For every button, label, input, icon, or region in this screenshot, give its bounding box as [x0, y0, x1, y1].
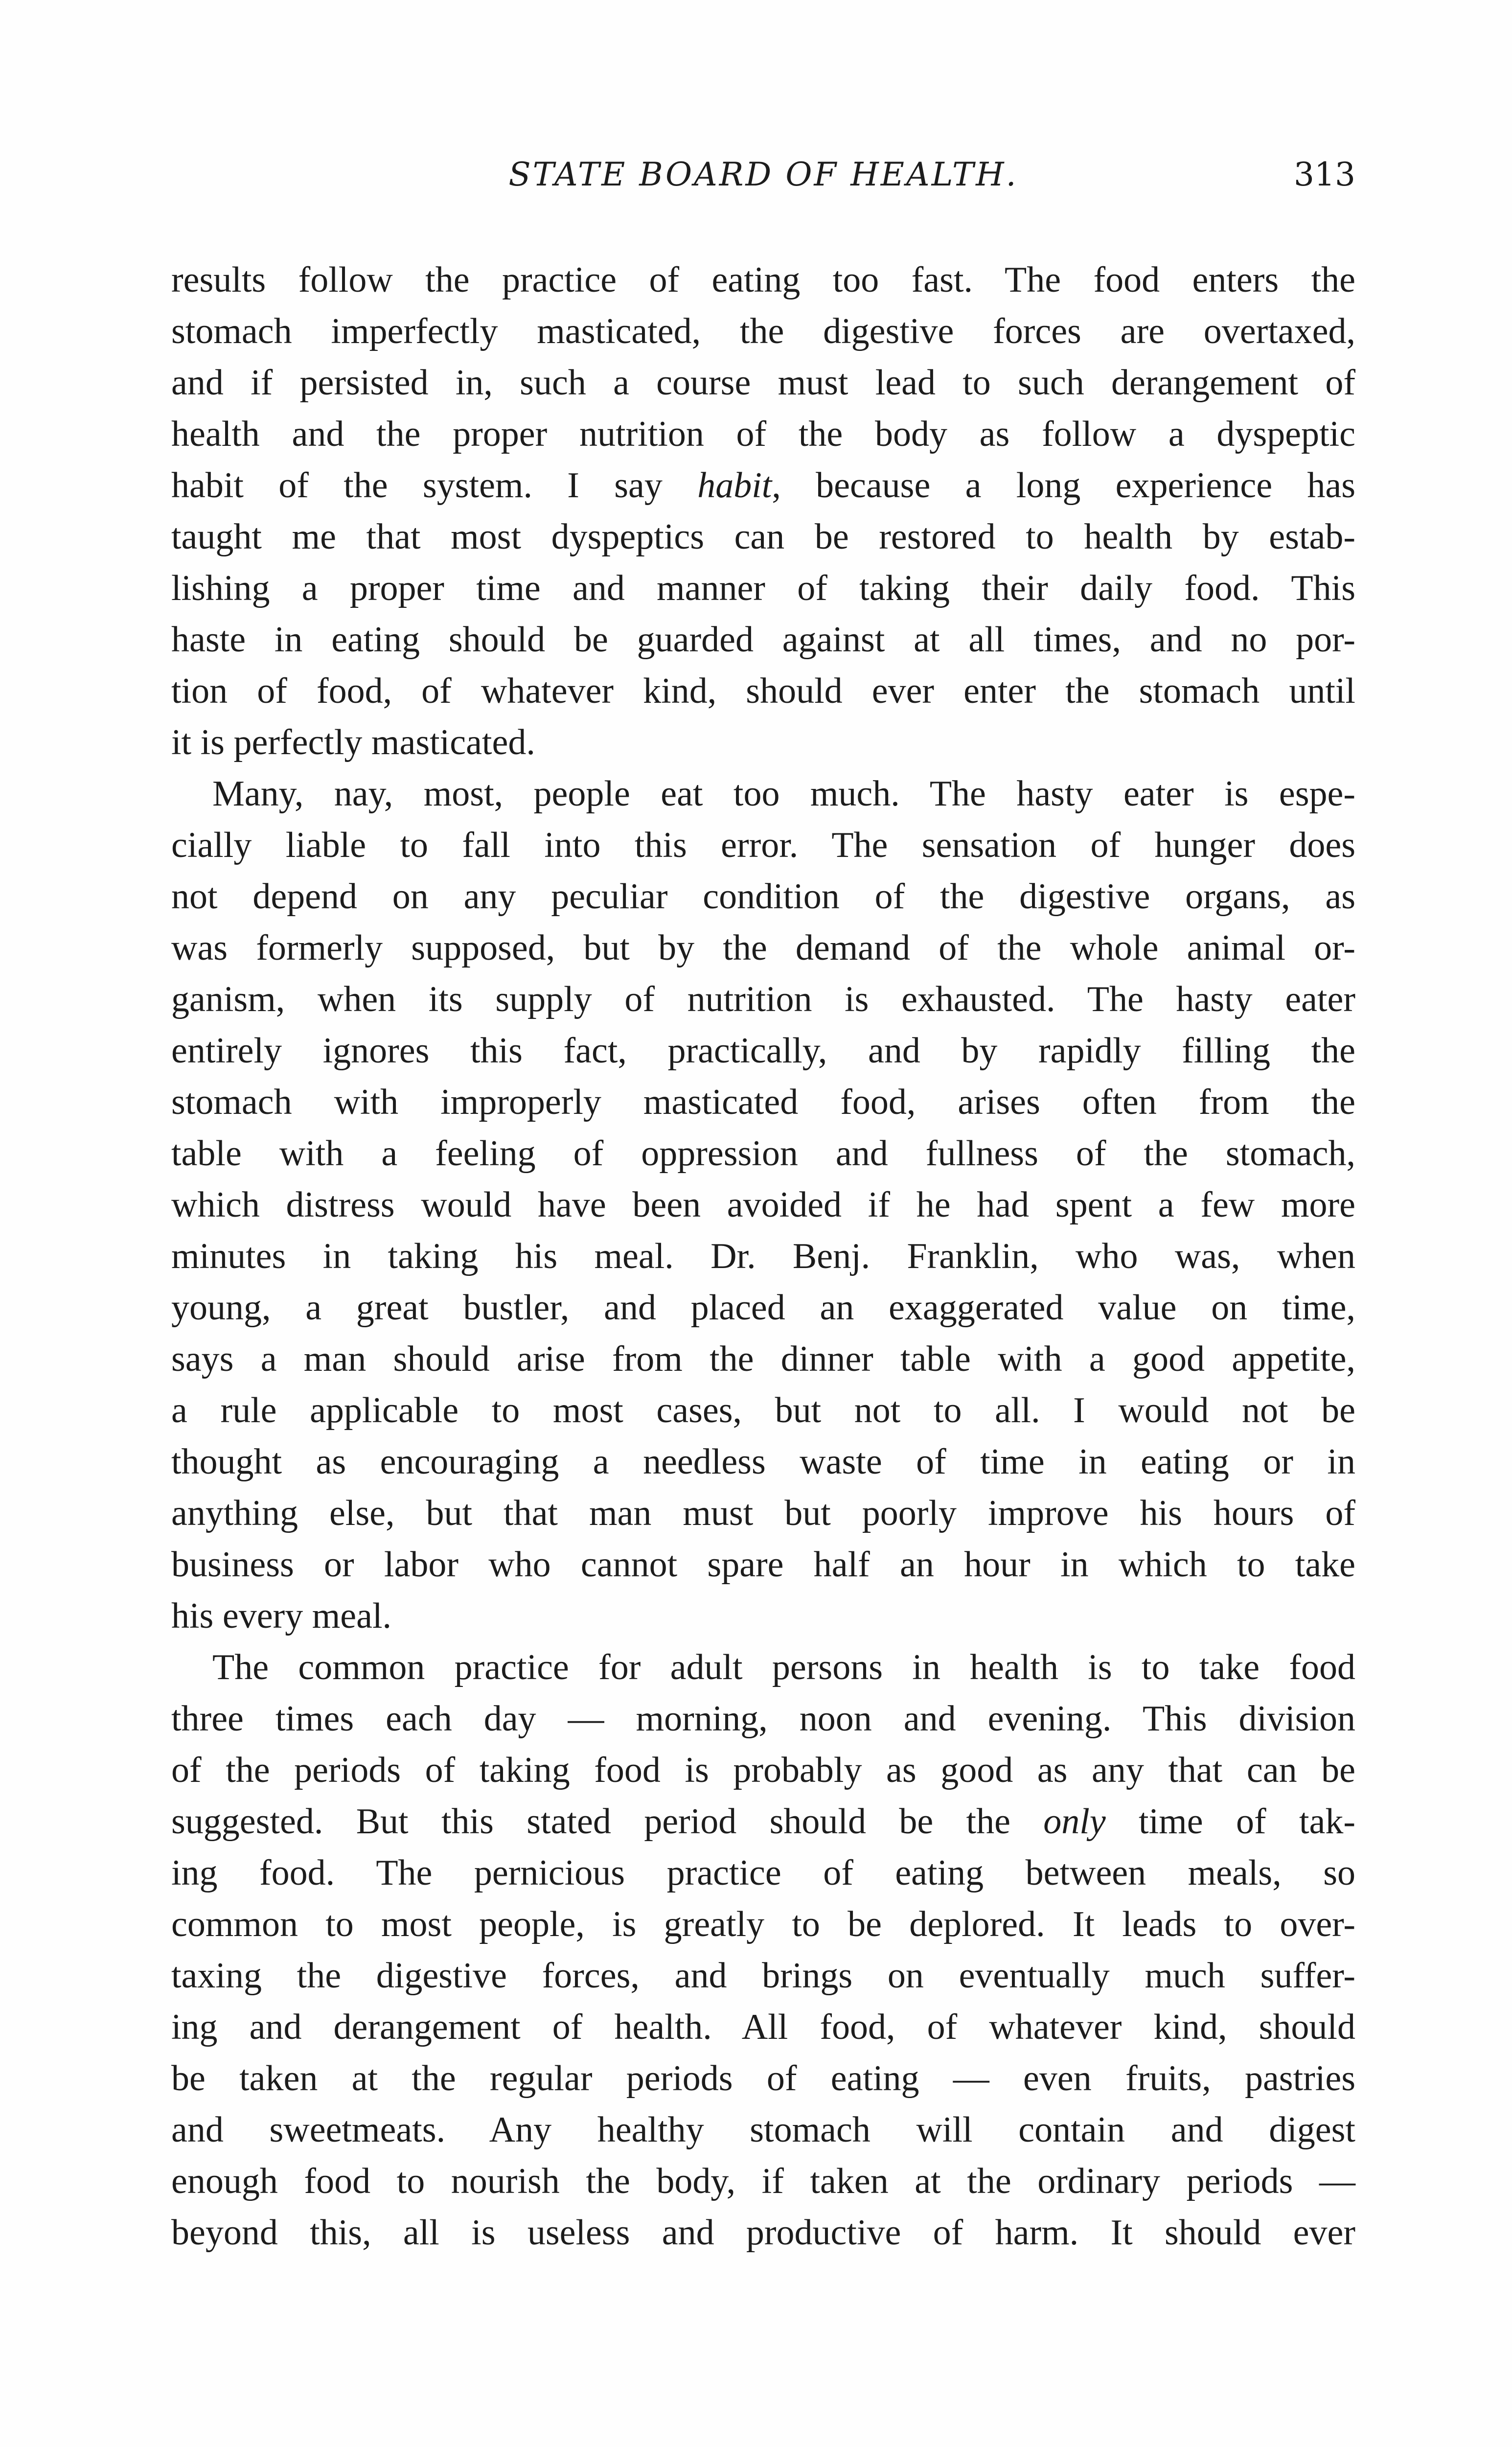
text-line: young, a great bustler, and placed an exaggerated value on time,: [171, 1288, 1355, 1328]
text-line: taxing the digestive forces, and brings on eventually much suffer-: [171, 1956, 1355, 1996]
text-line: entirely ignores this fact, practically, and by rapidly filling the: [171, 1031, 1355, 1071]
running-head: [171, 156, 1355, 205]
text-line: beyond this, all is useless and productive of harm. It should ever: [171, 2213, 1355, 2253]
text-segment: habit of the system. I say: [171, 465, 698, 506]
text-line: lishing a proper time and manner of taking their daily food. This: [171, 568, 1355, 608]
text-line: anything else, but that man must but poorly improve his hours of: [171, 1493, 1355, 1533]
text-line: not depend on any peculiar condition of the digestive organs, as: [171, 877, 1355, 917]
paragraph-1: [171, 254, 1355, 768]
text-line: and if persisted in, such a course must lead to such derangement of: [171, 363, 1355, 403]
body-text: [171, 254, 1355, 2259]
running-title: STATE BOARD OF HEALTH.: [508, 156, 1018, 193]
text-line: cially liable to fall into this error. The sensation of hunger does: [171, 825, 1355, 865]
text-line: be taken at the regular periods of eating — even fruits, pastries: [171, 2058, 1355, 2099]
text-segment: time of tak-: [1105, 1801, 1355, 1842]
text-line: ganism, when its supply of nutrition is exhausted. The hasty eater: [171, 979, 1355, 1019]
text-line: stomach imperfectly masticated, the digestive forces are overtaxed,: [171, 311, 1355, 351]
text-line: which distress would have been avoided if he had spent a few more: [171, 1185, 1355, 1225]
text-line: haste in eating should be guarded against at all times, and no por-: [171, 620, 1355, 660]
text-line: says a man should arise from the dinner table with a good appetite,: [171, 1339, 1355, 1379]
text-line: minutes in taking his meal. Dr. Benj. Franklin, who was, when: [171, 1236, 1355, 1276]
text-line: it is perfectly masticated.: [171, 722, 535, 762]
text-line: tion of food, of whatever kind, should ever enter the stomach until: [171, 671, 1355, 711]
text-line: enough food to nourish the body, if taken at the ordinary periods —: [171, 2161, 1355, 2201]
text-line: his every meal.: [171, 1596, 391, 1636]
text-line: stomach with improperly masticated food, arises often from the: [171, 1082, 1355, 1122]
text-line: of the periods of taking food is probably as good as any that can be: [171, 1750, 1355, 1790]
text-segment: , because a long experience has: [772, 465, 1356, 506]
text-line: health and the proper nutrition of the body as follow a dyspeptic: [171, 414, 1355, 454]
text-line: thought as encouraging a needless waste of time in eating or in: [171, 1442, 1355, 1482]
text-line: [171, 460, 1355, 511]
text-line: table with a feeling of oppression and fullness of the stomach,: [171, 1133, 1355, 1174]
text-line: The common practice for adult persons in health is to take food: [212, 1647, 1355, 1687]
text-line: a rule applicable to most cases, but not to all. I would not be: [171, 1390, 1355, 1431]
text-segment: suggested. But this stated period should be the: [171, 1801, 1044, 1842]
paragraph-3: [171, 1642, 1355, 2259]
paragraph-2: [171, 768, 1355, 1642]
italic-word: habit: [697, 465, 772, 506]
text-line: results follow the practice of eating too fast. The food enters the: [171, 260, 1355, 300]
text-line: common to most people, is greatly to be deplored. It leads to over-: [171, 1904, 1355, 1944]
italic-word: only: [1043, 1801, 1106, 1842]
text-line: ing food. The pernicious practice of eating between meals, so: [171, 1853, 1355, 1893]
text-line: was formerly supposed, but by the demand of the whole animal or-: [171, 928, 1355, 968]
text-line: and sweetmeats. Any healthy stomach will contain and digest: [171, 2110, 1355, 2150]
text-line: business or labor who cannot spare half an hour in which to take: [171, 1545, 1355, 1585]
text-line: ing and derangement of health. All food, of whatever kind, should: [171, 2007, 1355, 2047]
text-line: Many, nay, most, people eat too much. The hasty eater is espe-: [212, 774, 1355, 814]
text-line: [171, 1796, 1355, 1847]
text-line: three times each day — morning, noon and evening. This division: [171, 1699, 1355, 1739]
text-line: taught me that most dyspeptics can be restored to health by estab-: [171, 517, 1355, 557]
page-number: 313: [1294, 156, 1355, 193]
